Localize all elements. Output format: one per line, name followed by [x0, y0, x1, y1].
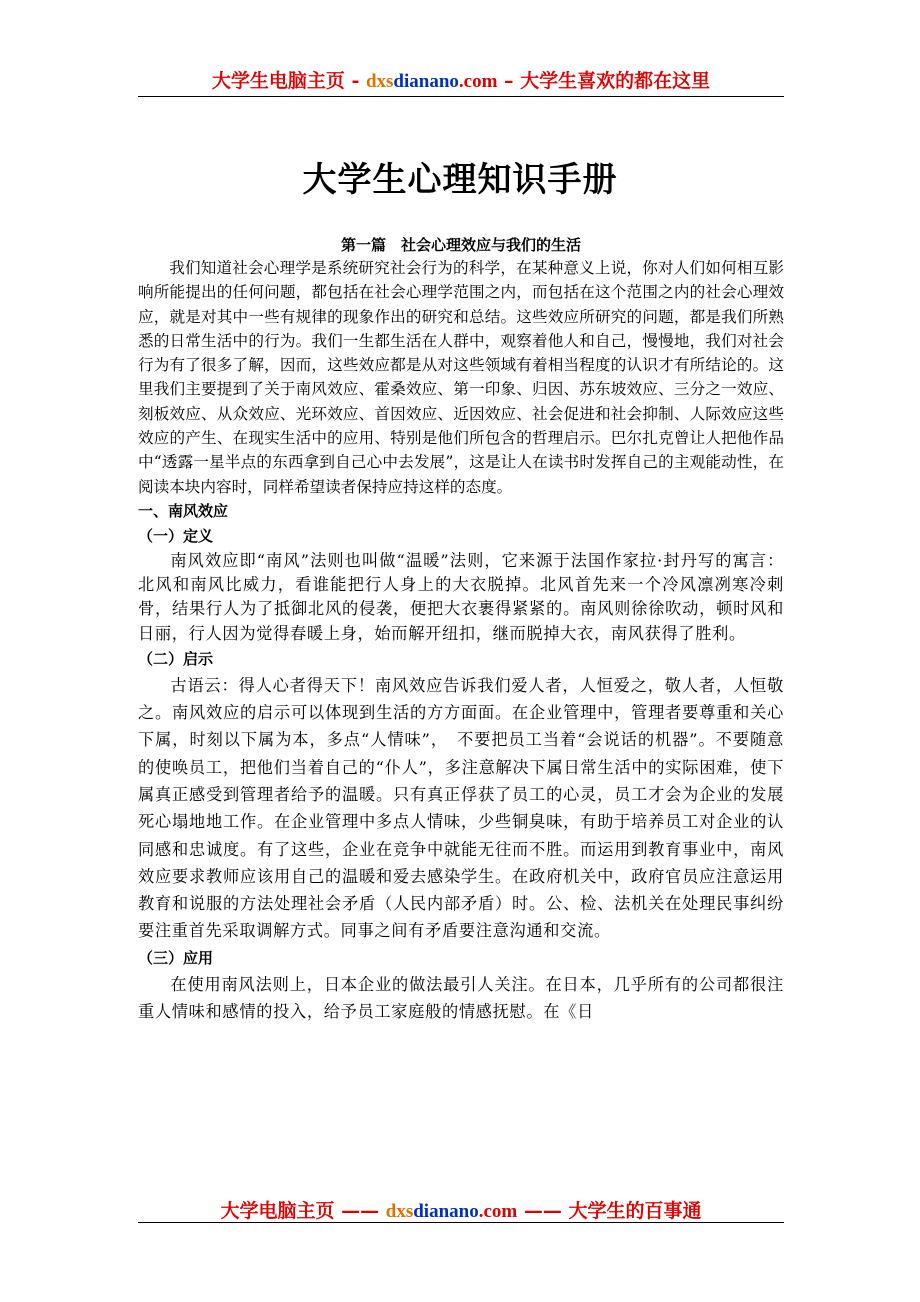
document-body [138, 234, 784, 1025]
header-tagline: – 大学生喜欢的都在这里 [497, 70, 711, 92]
header-domain-link[interactable]: dxsdianano.com [365, 71, 498, 92]
footer-divider [138, 1222, 784, 1223]
part-title: 第一篇 社会心理效应与我们的生活 [340, 236, 581, 254]
page-header [138, 66, 784, 93]
subsection-heading-definition: （一）定义 [138, 526, 214, 545]
intro-paragraph: 我们知道社会心理学是系统研究社会行为的科学，在某种意义上说，你对人们如何相互影响所能提出的任何问题，都包括在社会心理学范围之内，而包括在这个范围之内的社会心理效应，就是对其中一些有规律的现象作出的研究和总结。这些效应所研究的问题，都是我们所熟悉的日常生活中的行为。我们一生都生活在人群中，观察着他人和自己，慢慢地，我们对社会行为有了很多了解，因而，这些效应都是从对这些领域有着相当程度的认识才有所结论的。这里我们主要提到了关于南风效应、霍桑效应、第一印象、归因、苏东坡效应、三分之一效应、刻板效应、从众效应、光环效应、首因效应、近因效应、社会促进和社会抑制、人际效应这些效应的产生、在现实生活中的应用、特别是他们所包含的哲理启示。巴尔扎克曾让人把他作品中“透露一星半点的东西拿到自己心中去发展”，这是让人在读书时发挥自己的主观能动性，在阅读本块内容时，同样希望读者保持应持这样的态度。 [138, 259, 784, 496]
header-divider [138, 96, 784, 97]
subsection-heading-application: （三）应用 [138, 948, 214, 967]
section-heading: 一、南风效应 [138, 501, 229, 520]
insight-paragraph: 古语云：得人心者得天下！南风效应告诉我们爱人者，人恒爱之，敬人者，人恒敬之。南风效应的启示可以体现到生活的方方面面。在企业管理中，管理者要尊重和关心下属，时刻以下属为本，多点“人情味”， 不要把员工当着“会说话的机器”。不要随意的使唤员工，把他们当着自己的“仆人”，多注意解决下属日常生活中的实际困难，使下属真正感受到管理者给予的温暖。只有真正俘获了员工的心灵，员工才会为企业的发展死心塌地地工作。在企业管理中多点人情味，少些铜臭味，有助于培养员工对企业的认同感和忠诚度。有了这些，企业在竞争中就能无往而不胜。而运用到教育事业中，南风效应要求教师应该用自己的温暖和爱去感染学生。在政府机关中，政府官员应注意运用教育和说服的方法处理社会矛盾（人民内部矛盾）时。公、检、法机关在处理民事纠纷要注重首先采取调解方式。同事之间有矛盾要注意沟通和交流。 [138, 675, 784, 941]
page-footer [138, 1196, 784, 1223]
application-paragraph: 在使用南风法则上，日本企业的做法最引人关注。在日本，几乎所有的公司都很注重人情味和感情的投入，给予员工家庭般的情感抚慰。在《日 [138, 974, 784, 1021]
footer-tagline: —— 大学生的百事通 [517, 1200, 702, 1222]
header-site-name: 大学生电脑主页 - [211, 70, 366, 92]
footer-domain-link[interactable]: dxsdianano.com [385, 1201, 518, 1222]
document-title: 大学生心理知识手册 [302, 160, 618, 200]
footer-site-name: 大学电脑主页 —— [220, 1200, 386, 1222]
subsection-heading-insight: （二）启示 [138, 649, 214, 668]
definition-paragraph: 南风效应即“南风”法则也叫做“温暖”法则，它来源于法国作家拉·封丹写的寓言：北风和南风比威力，看谁能把行人身上的大衣脱掉。北风首先来一个冷风凛冽寒冷刺骨，结果行人为了抵御北风的侵袭，便把大衣裹得紧紧的。南风则徐徐吹动，顿时风和日丽，行人因为觉得春暖上身，始而解开纽扣，继而脱掉大衣，南风获得了胜利。 [138, 550, 784, 643]
